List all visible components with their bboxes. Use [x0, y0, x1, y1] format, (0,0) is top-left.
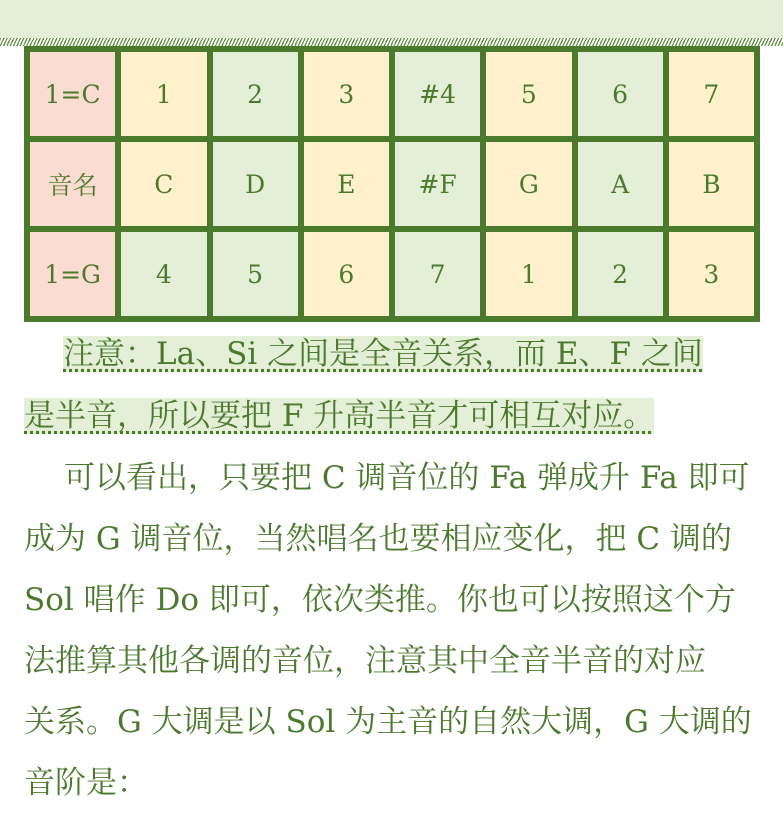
note-text: 是半音，所以要把 F 升高半音才可相互对应。 — [24, 398, 655, 434]
row-label: 音名 — [27, 139, 118, 229]
paragraph-line: Sol 唱作 Do 即可，依次类推。你也可以按照这个方 — [24, 582, 736, 618]
table-cell: 5 — [210, 229, 301, 319]
note-text: 注意：La、Si 之间是全音关系，而 E、F 之间 — [63, 336, 703, 372]
table-cell: 7 — [392, 229, 483, 319]
paragraph-line: 关系。G 大调是以 Sol 为主音的自然大调，G 大调的 — [24, 704, 752, 740]
table-cell: 7 — [666, 49, 757, 139]
table-cell: 3 — [666, 229, 757, 319]
table-cell: 3 — [301, 49, 392, 139]
paragraph-line: 音阶是： — [24, 765, 148, 801]
table-cell: A — [575, 139, 666, 229]
table-cell: 1 — [118, 49, 209, 139]
hatched-divider — [0, 38, 783, 46]
row-label: 1=C — [27, 49, 118, 139]
table-row — [27, 139, 757, 229]
row-label: 1=G — [27, 229, 118, 319]
table-row — [27, 229, 757, 319]
table-cell: 2 — [575, 229, 666, 319]
table-cell: E — [301, 139, 392, 229]
paragraph-line: 法推算其他各调的音位，注意其中全音半音的对应 — [24, 643, 706, 679]
table-cell: 2 — [210, 49, 301, 139]
paragraph-line: 成为 G 调音位，当然唱名也要相应变化，把 C 调的 — [24, 521, 732, 557]
table-row — [27, 49, 757, 139]
table-cell: D — [210, 139, 301, 229]
note-line-2 — [24, 394, 760, 438]
table-cell: 4 — [118, 229, 209, 319]
table-cell: 6 — [301, 229, 392, 319]
table-cell: 6 — [575, 49, 666, 139]
top-banner — [0, 0, 783, 38]
table-cell: #4 — [392, 49, 483, 139]
note-line-1 — [24, 332, 760, 376]
table-cell: B — [666, 139, 757, 229]
table-cell: #F — [392, 139, 483, 229]
table-cell: 1 — [483, 229, 574, 319]
table-cell: 5 — [483, 49, 574, 139]
body-paragraph — [24, 448, 764, 814]
paragraph-line: 可以看出，只要把 C 调音位的 Fa 弹成升 Fa 即可 — [64, 460, 750, 496]
table-cell: G — [483, 139, 574, 229]
table-cell: C — [118, 139, 209, 229]
note-mapping-table — [24, 46, 760, 322]
